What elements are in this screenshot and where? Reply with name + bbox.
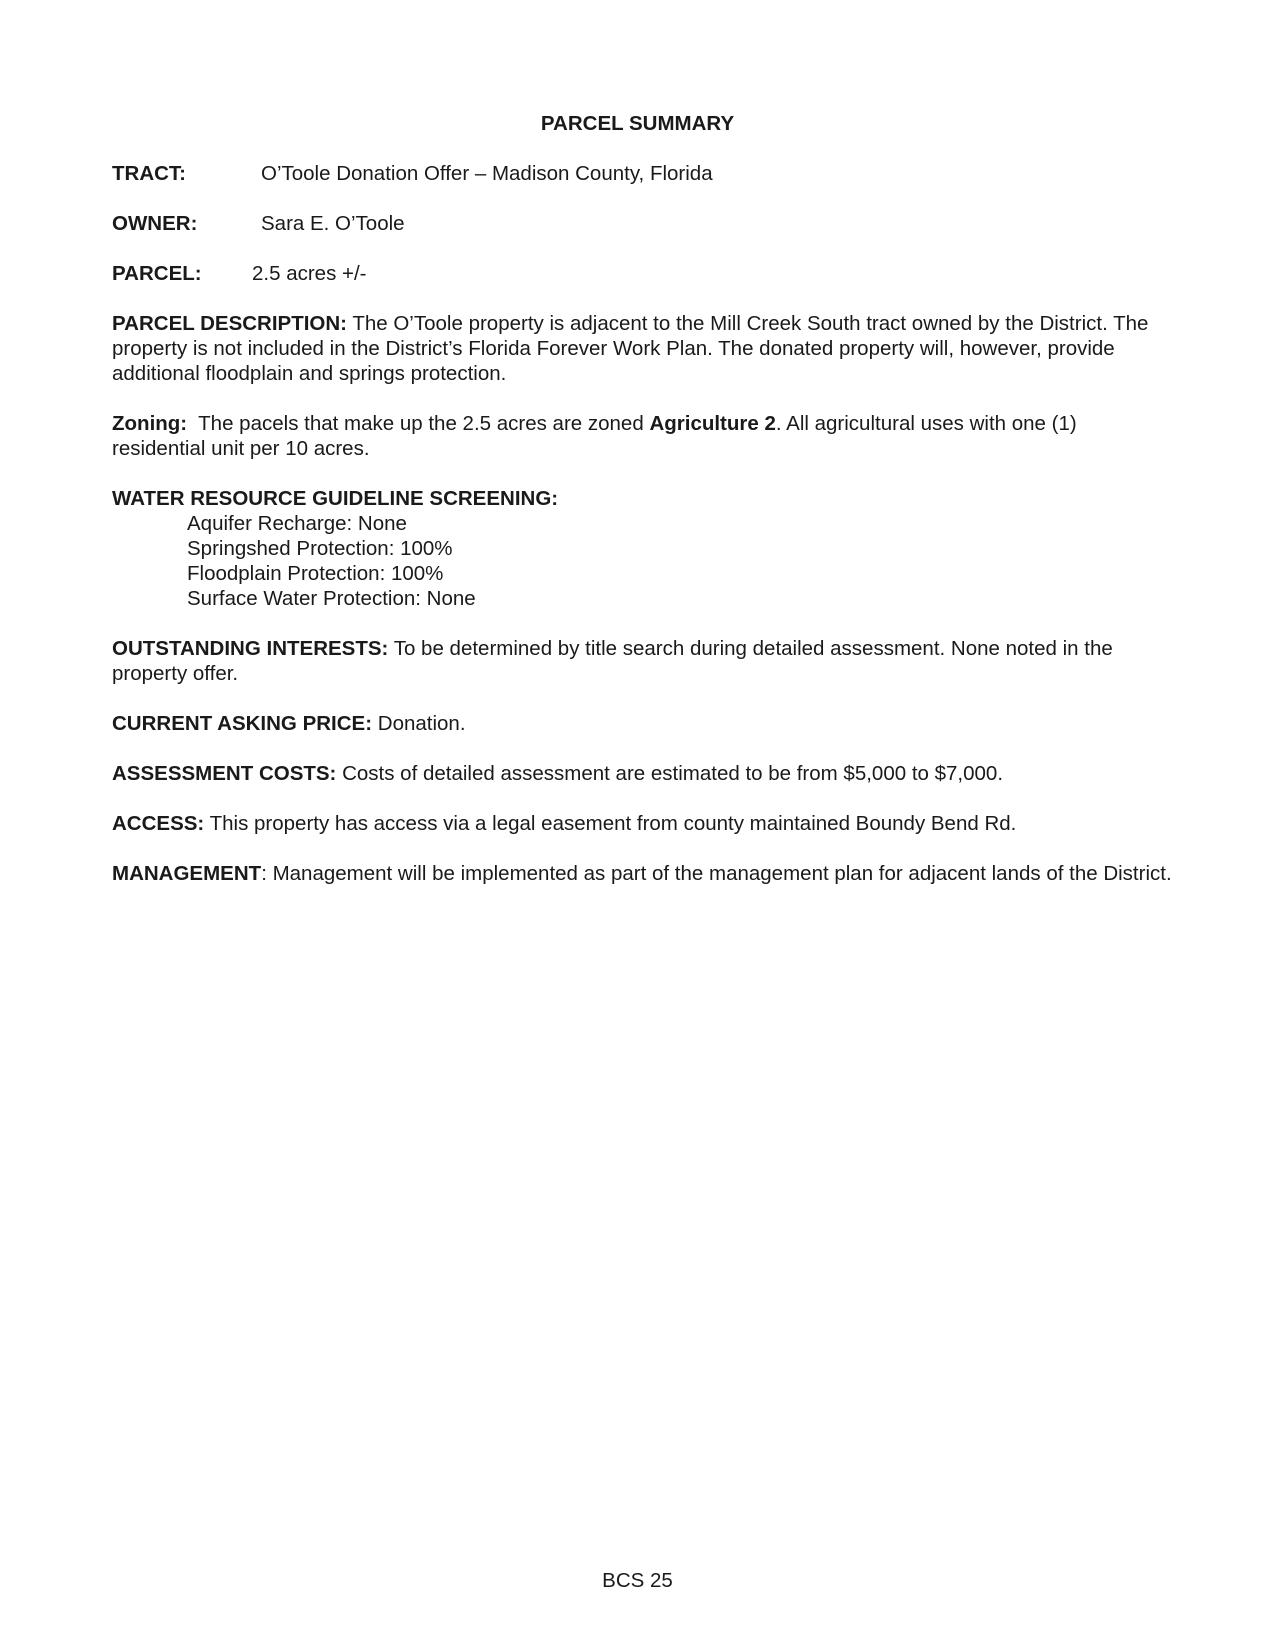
management-label: MANAGEMENT	[112, 862, 262, 885]
parcel-label: PARCEL:	[112, 262, 202, 285]
owner-field	[112, 211, 405, 236]
asking-price	[112, 711, 1172, 736]
tract-label: TRACT:	[112, 162, 187, 185]
page-title: PARCEL SUMMARY	[540, 112, 735, 135]
parcel-value: 2.5 acres +/-	[252, 262, 367, 285]
water-resource-item: Floodplain Protection: 100%	[187, 562, 444, 585]
water-resource-item: Surface Water Protection: None	[187, 587, 476, 610]
access-text: This property has access via a legal easement from county maintained Boundy Bend Rd.	[204, 812, 1017, 835]
zoning-text-after: . All agricultural uses with one (1) residential unit per 10 acres.	[112, 412, 1077, 460]
page-number: BCS 25	[602, 1569, 673, 1592]
owner-label: OWNER:	[112, 212, 198, 235]
asking-price-text: Donation.	[372, 712, 466, 735]
zoning-term: Agriculture 2	[649, 412, 776, 435]
parcel-description-label: PARCEL DESCRIPTION:	[112, 312, 348, 335]
parcel-description	[112, 311, 1172, 386]
water-resource-heading: WATER RESOURCE GUIDELINE SCREENING:	[112, 487, 559, 510]
asking-price-label: CURRENT ASKING PRICE:	[112, 712, 373, 735]
zoning-text-before: The pacels that make up the 2.5 acres are zoned	[187, 412, 650, 435]
outstanding-interests	[112, 636, 1172, 686]
assessment-costs	[112, 761, 1172, 786]
tract-value: O’Toole Donation Offer – Madison County, Florida	[261, 162, 713, 185]
parcel-field	[112, 261, 367, 286]
owner-value: Sara E. O’Toole	[261, 212, 405, 235]
assessment-costs-label: ASSESSMENT COSTS:	[112, 762, 337, 785]
water-resource-list	[187, 511, 476, 611]
zoning-section	[112, 411, 1172, 461]
water-resource-item: Aquifer Recharge: None	[187, 512, 407, 535]
access-label: ACCESS:	[112, 812, 205, 835]
assessment-costs-text: Costs of detailed assessment are estimated to be from $5,000 to $7,000.	[336, 762, 1004, 785]
management-section	[112, 861, 1172, 886]
tract-field	[112, 161, 713, 186]
access-section	[112, 811, 1172, 836]
parcel-description-text: The O’Toole property is adjacent to the Mill Creek South tract owned by the District. The property is not included in the District’s Florida Forever Work Plan. The donated property will, however, provide additional floodplain and springs protection.	[112, 312, 1149, 385]
outstanding-interests-label: OUTSTANDING INTERESTS:	[112, 637, 389, 660]
outstanding-interests-text: To be determined by title search during detailed assessment. None noted in the property offer.	[112, 637, 1113, 685]
management-text: : Management will be implemented as part of the management plan for adjacent lands of the District.	[261, 862, 1172, 885]
zoning-label: Zoning:	[112, 412, 188, 435]
water-resource-item: Springshed Protection: 100%	[187, 537, 453, 560]
